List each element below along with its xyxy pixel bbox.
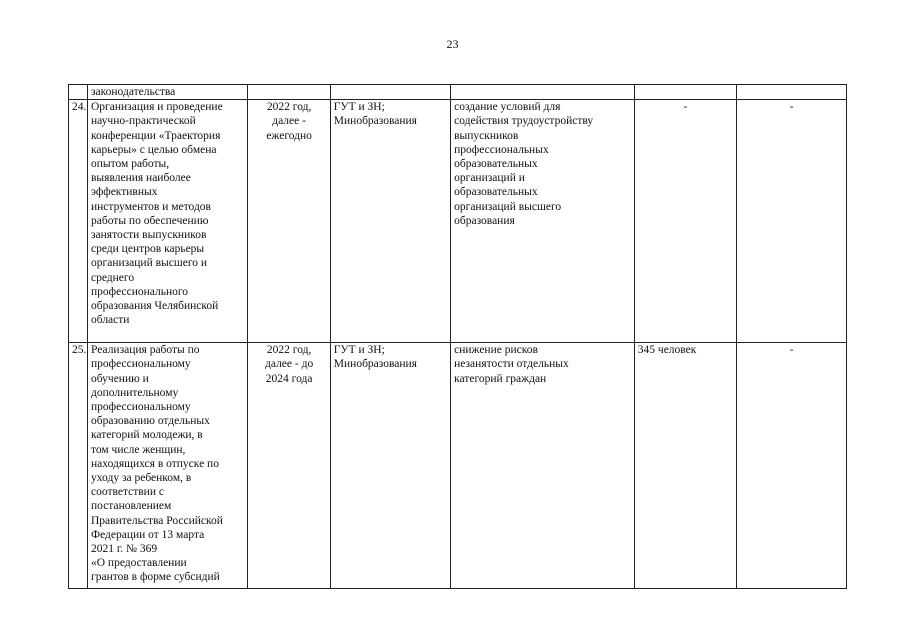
cell-value-1: -	[634, 100, 736, 343]
cell-text-line: инструментов и методов	[91, 200, 211, 213]
cell-text-line: научно-практической	[91, 115, 196, 128]
table-row-continued	[69, 85, 847, 100]
cell-text-line: среднего	[91, 271, 135, 284]
cell-text-line: образованию отдельных	[91, 415, 210, 428]
cell-text-line: Минобразования	[333, 115, 417, 128]
cell-executor	[330, 343, 450, 589]
cell-text-line: организаций высшего	[454, 200, 562, 213]
cell-executor	[330, 100, 450, 343]
cell-text-line: работы по обеспечению	[91, 214, 209, 227]
cell-text-line: конференции «Траектория	[91, 129, 221, 142]
cell-text-line: образования	[454, 214, 515, 227]
cell-text-line: 2021 г. № 369	[91, 543, 158, 556]
table-row	[69, 100, 847, 343]
cell-value-2: -	[737, 343, 847, 589]
cell-text-line: соответствии с	[91, 486, 164, 499]
cell-text-line: содействия трудоустройству	[454, 115, 594, 128]
cell-text-line: 2022 год,	[266, 344, 312, 357]
cell-text-line: профессиональному	[91, 401, 191, 414]
cell-text-line: карьеры» с целью обмена	[91, 143, 217, 156]
cell-text-line: том числе женщин,	[91, 443, 186, 456]
cell-result	[451, 85, 635, 100]
cell-text-line: «О предоставлении	[91, 557, 187, 570]
cell-text-line: 2024 года	[265, 372, 313, 385]
cell-text-line: профессиональному	[91, 358, 191, 371]
cell-text-line: области	[91, 314, 130, 327]
cell-text-line: находящихся в отпуске по	[91, 457, 219, 470]
cell-term	[248, 85, 330, 100]
cell-text-line: 2022 год,	[266, 101, 312, 114]
cell-term	[248, 100, 330, 343]
cell-text-line: эффективных	[91, 186, 158, 199]
cell-value-2	[737, 85, 847, 100]
cell-text-line: Правительства Российской	[91, 514, 223, 527]
cell-text-line: грантов в форме субсидий	[91, 571, 220, 584]
cell-text-line: организаций и	[454, 172, 525, 185]
cell-text-line: создание условий для	[454, 101, 561, 114]
cell-text-line: профессионального	[91, 285, 189, 298]
cell-value-2: -	[737, 100, 847, 343]
cell-text-line: выпускников	[454, 129, 519, 142]
cell-text-line: Организация и проведение	[91, 101, 223, 114]
cell-text-line: обучению и	[91, 372, 149, 385]
cell-text-line: опытом работы,	[91, 158, 170, 171]
cell-name	[88, 85, 248, 100]
cell-text-line: Минобразования	[333, 358, 417, 371]
cell-result	[451, 100, 635, 343]
cell-result	[451, 343, 635, 589]
cell-text-line: занятости выпускников	[91, 229, 207, 242]
cell-text-line: образовательных	[454, 186, 538, 199]
cell-text-line: снижение рисков	[454, 344, 538, 357]
cell-text-line: организаций высшего и	[91, 257, 208, 270]
cell-text-line: ежегодно	[266, 129, 312, 142]
cell-value-1: 345 человек	[634, 343, 736, 589]
measures-table	[68, 84, 847, 589]
cell-text-line: законодательства	[91, 86, 176, 98]
cell-text-line: профессиональных	[454, 143, 549, 156]
cell-text-line: образовательных	[454, 158, 538, 171]
cell-number: 24.	[69, 100, 88, 343]
cell-text-line: постановлением	[91, 500, 172, 513]
cell-text-line: далее - до	[265, 358, 314, 371]
cell-number: 25.	[69, 343, 88, 589]
cell-text-line: дополнительному	[91, 386, 179, 399]
cell-text-line: выявления наиболее	[91, 172, 191, 185]
cell-number	[69, 85, 88, 100]
cell-text-line: Реализация работы по	[91, 344, 200, 357]
cell-text-line: ГУТ и ЗН;	[333, 101, 385, 114]
cell-text-line: незанятости отдельных	[454, 358, 569, 371]
cell-text-line: категорий молодежи, в	[91, 429, 203, 442]
cell-name	[88, 100, 248, 343]
cell-text-line: уходу за ребенком, в	[91, 472, 192, 485]
cell-executor	[330, 85, 450, 100]
cell-text-line: среди центров карьеры	[91, 243, 205, 256]
cell-text-line: Федерации от 13 марта	[91, 528, 205, 541]
table-row	[69, 343, 847, 589]
cell-term	[248, 343, 330, 589]
cell-text-line: далее -	[272, 115, 306, 128]
cell-value-1	[634, 85, 736, 100]
cell-text-line: ГУТ и ЗН;	[333, 344, 385, 357]
page-number: 23	[446, 37, 459, 51]
cell-name	[88, 343, 248, 589]
cell-text-line: образования Челябинской	[91, 300, 219, 313]
cell-text-line: категорий граждан	[454, 372, 547, 385]
